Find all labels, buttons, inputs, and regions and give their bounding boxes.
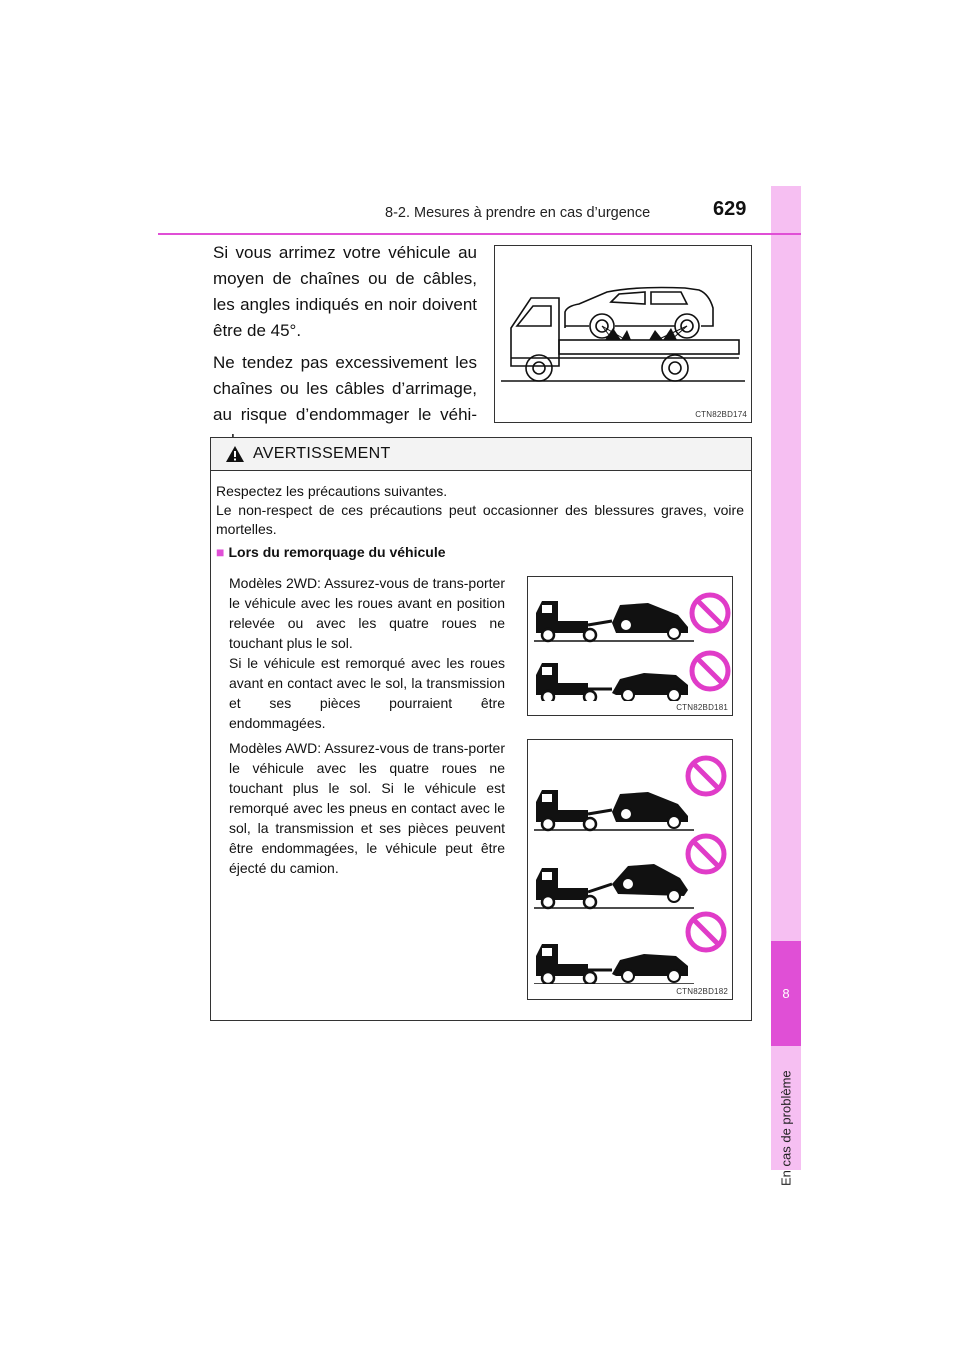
chapter-side-tab [771,186,801,1187]
section-title: 8-2. Mesures à prendre en cas d’urgence [385,205,651,221]
section-heading-text: Lors du remorquage du véhicule [228,544,446,560]
page-number: 629 [713,198,747,220]
chapter-number: 8 [771,941,801,1046]
intro-text [213,240,477,460]
towing-2wd-figure [527,576,733,716]
prohibition-icon [692,595,728,631]
para-2wd [229,573,505,733]
section-heading [216,544,446,560]
figure-code: CTN82BD181 [676,703,728,712]
flatbed-truck-illustration [495,246,751,406]
warning-intro [216,482,744,539]
para-awd-text: Modèles AWD: Assurez-vous de trans-porter le véhicule avec les quatre roues ne touchant plus le sol. Si le véhicule est remorqué avec les pneus en contact avec le sol, la transmission et ses pièces peuvent être endommagées, le véhicule peut être éjecté du camion. [229,740,505,876]
para-2wd-b: Si le véhicule est remorqué avec les roues avant en contact avec le sol, la transmission et ses pièces pourraient être endommagées. [229,655,505,731]
warning-title: AVERTISSEMENT [253,445,391,462]
warning-header [211,438,751,471]
prohibition-icon [692,653,728,689]
warning-line-1: Respectez les précautions suivantes. [216,483,448,499]
square-bullet-icon: ■ [216,544,225,560]
prohibition-icon [688,914,724,950]
figure-code: CTN82BD182 [676,987,728,996]
warning-triangle-icon [225,445,245,463]
figure-code: CTN82BD174 [695,410,747,419]
prohibition-icon [688,758,724,794]
flatbed-tiedown-figure [494,245,752,423]
para-2wd-a: Modèles 2WD: Assurez-vous de trans-porter le véhicule avec les roues avant en position relevée ou avec les quatre roues ne touchant plus le sol. [229,575,505,651]
warning-line-2: Le non-respect de ces précautions peut occasionner des blessures graves, voire mortelles. [216,502,744,537]
para-awd [229,738,505,878]
towing-2wd-illustration [528,577,732,701]
header-divider [158,233,801,235]
intro-paragraph-2: Ne tendez pas excessivement les chaînes ou les câbles d’arrimage, au risque d’endommager le véhi- [213,353,477,424]
intro-paragraph-1: Si vous arrimez votre véhicule au moyen de chaînes ou de câbles, les angles indiqués en noir doivent être de 45°. [213,243,477,340]
prohibition-icon [688,836,724,872]
chapter-title: En cas de problème [778,1070,794,1187]
towing-awd-figure [527,739,733,1000]
towing-awd-illustration [528,740,732,984]
warning-box [210,437,752,1021]
